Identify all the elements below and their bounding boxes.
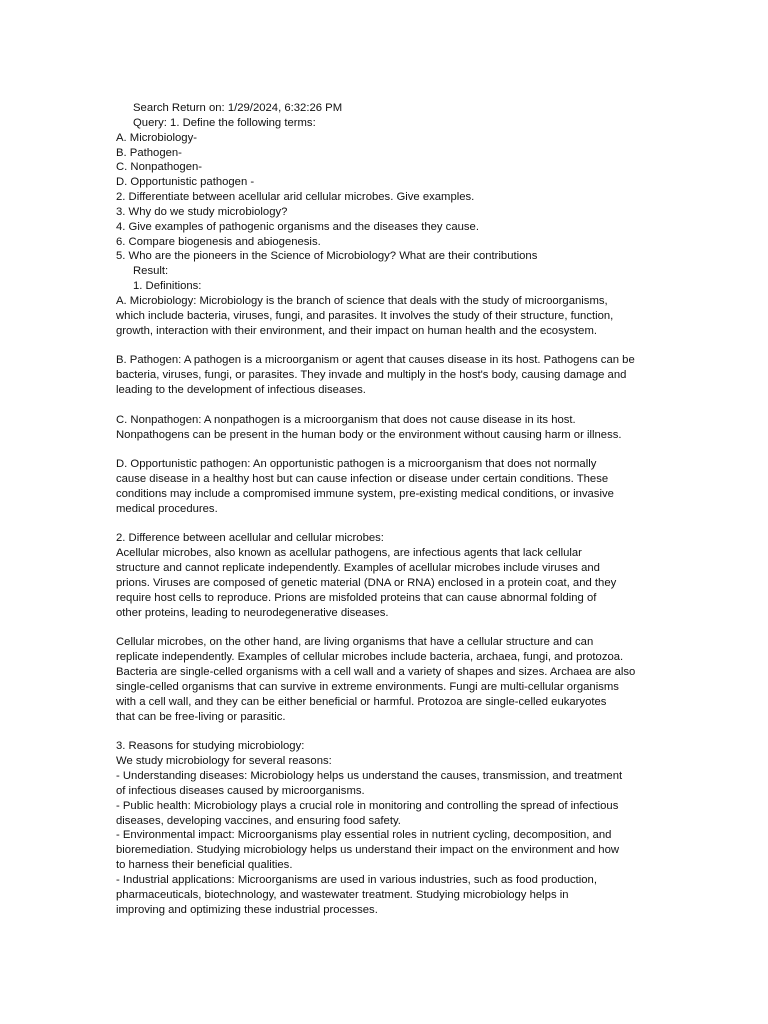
paragraph-line: bioremediation. Studying microbiology helps us understand their impact on the environment and how (116, 844, 620, 857)
paragraph-line: Acellular microbes, also known as acellular pathogens, are infectious agents that lack cellular (116, 547, 582, 560)
paragraph-line: C. Nonpathogen: A nonpathogen is a microorganism that does not cause disease in its host. (116, 413, 576, 426)
paragraph-spacer (116, 339, 656, 354)
paragraph-line: medical procedures. (116, 502, 218, 515)
paragraph-line: conditions may include a compromised immune system, pre-existing medical conditions, or invasive (116, 487, 614, 500)
reasons-heading: 3. Reasons for studying microbiology: (116, 740, 305, 753)
paragraph-line: D. Opportunistic pathogen: An opportunistic pathogen is a microorganism that does not normally (116, 458, 597, 471)
result-heading: Result: (133, 265, 169, 278)
list-item: - Understanding diseases: Microbiology helps us understand the causes, transmission, and treatment (116, 769, 623, 782)
paragraph-line: other proteins, leading to neurodegenerative diseases. (116, 606, 389, 619)
paragraph-line: A. Microbiology: Microbiology is the branch of science that deals with the study of microorganisms, (116, 294, 608, 307)
paragraph-line: We study microbiology for several reasons: (116, 755, 332, 768)
list-item: - Public health: Microbiology plays a crucial role in monitoring and controlling the spread of infectious (116, 799, 619, 812)
query-item: 6. Compare biogenesis and abiogenesis. (116, 235, 321, 248)
definitions-heading: 1. Definitions: (133, 280, 202, 293)
search-return-line: Search Return on: 1/29/2024, 6:32:26 PM (133, 102, 343, 114)
cellular-paragraph (116, 635, 656, 724)
query-heading: Query: 1. Define the following terms: (133, 116, 316, 129)
paragraph-line: diseases, developing vaccines, and ensuring food safety. (116, 814, 401, 827)
paragraph-line: bacteria, viruses, fungi, or parasites. They invade and multiply in the host's body, causing damage and (116, 369, 627, 382)
paragraph-line: that can be free-living or parasitic. (116, 710, 286, 723)
definition-pathogen (116, 353, 656, 398)
paragraph-spacer (116, 621, 656, 636)
reasons-list (116, 754, 656, 917)
paragraph-line: prions. Viruses are composed of genetic material (DNA or RNA) enclosed in a protein coat, and they (116, 577, 617, 589)
difference-heading: 2. Difference between acellular and cellular microbes: (116, 532, 384, 545)
document-body (116, 101, 656, 917)
paragraph-line: improving and optimizing these industrial processes. (116, 903, 378, 916)
query-item: B. Pathogen- (116, 146, 182, 159)
query-item: 2. Differentiate between acellular arid cellular microbes. Give examples. (116, 191, 475, 204)
paragraph-line: leading to the development of infectious diseases. (116, 384, 366, 397)
paragraph-line: replicate independently. Examples of cellular microbes include bacteria, archaea, fungi, and protozoa. (116, 651, 624, 664)
query-item: 4. Give examples of pathogenic organisms and the diseases they cause. (116, 220, 479, 233)
query-item: A. Microbiology- (116, 131, 197, 144)
paragraph-line: growth, interaction with their environment, and their impact on human health and the ecosystem. (116, 324, 598, 337)
paragraph-line: Bacteria are single-celled organisms with a cell wall and a variety of shapes and sizes. Archaea are also (116, 666, 636, 679)
definition-microbiology (116, 294, 656, 339)
paragraph-spacer (116, 724, 656, 739)
query-item: D. Opportunistic pathogen - (116, 176, 255, 189)
paragraph-line: require host cells to reproduce. Prions are misfolded proteins that can cause abnormal folding of (116, 591, 597, 604)
paragraph-line: cause disease in a healthy host but can cause infection or disease under certain conditions. These (116, 473, 609, 486)
list-item: - Industrial applications: Microorganisms are used in various industries, such as food production, (116, 873, 597, 886)
paragraph-spacer (116, 398, 656, 413)
definition-opportunistic-pathogen (116, 457, 656, 516)
paragraph-line: Cellular microbes, on the other hand, are living organisms that have a cellular structure and can (116, 636, 594, 649)
paragraph-line: to harness their beneficial qualities. (116, 859, 293, 872)
paragraph-line: structure and cannot replicate independently. Examples of acellular microbes include viruses and (116, 562, 600, 575)
paragraph-line: Nonpathogens can be present in the human body or the environment without causing harm or illness. (116, 428, 622, 441)
query-item: 5. Who are the pioneers in the Science of Microbiology? What are their contributions (116, 250, 538, 263)
paragraph-spacer (116, 442, 656, 457)
paragraph-line: pharmaceuticals, biotechnology, and wastewater treatment. Studying microbiology helps in (116, 888, 569, 901)
query-item: C. Nonpathogen- (116, 161, 203, 174)
list-item: - Environmental impact: Microorganisms play essential roles in nutrient cycling, decomposition, and (116, 829, 612, 842)
definition-nonpathogen (116, 413, 656, 443)
paragraph-line: of infectious diseases caused by microorganisms. (116, 784, 365, 797)
paragraph-spacer (116, 517, 656, 532)
acellular-paragraph (116, 546, 656, 620)
paragraph-line: B. Pathogen: A pathogen is a microorganism or agent that causes disease in its host. Pathogens can be (116, 354, 635, 367)
paragraph-line: with a cell wall, and they can be either beneficial or harmful. Protozoa are single-celled eukaryotes (116, 695, 607, 708)
paragraph-line: which include bacteria, viruses, fungi, and parasites. It involves the study of their structure, function, (116, 309, 614, 322)
paragraph-line: single-celled organisms that can survive in extreme environments. Fungi are multi-cellular organisms (116, 680, 619, 693)
query-item: 3. Why do we study microbiology? (116, 205, 288, 218)
